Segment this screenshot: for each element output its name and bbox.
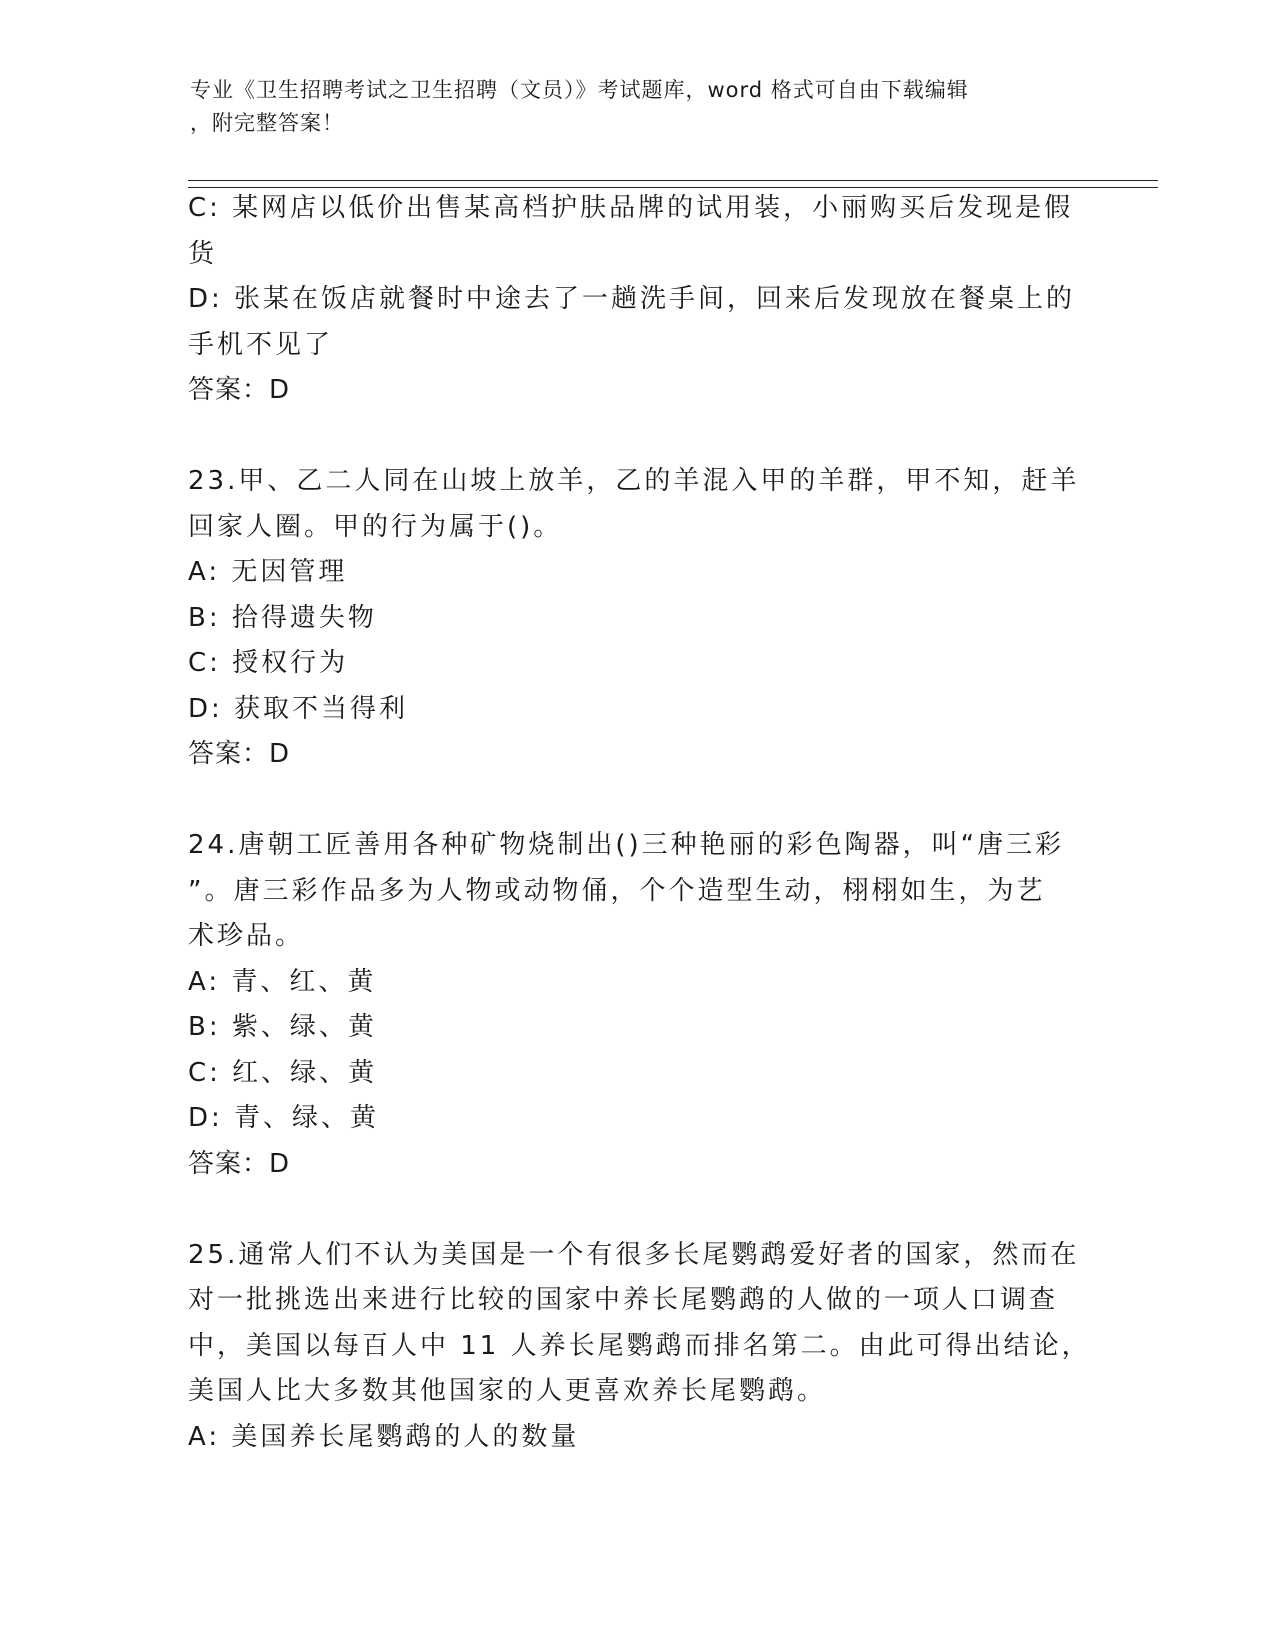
question-stem-line: 23.甲、乙二人同在山坡上放羊，乙的羊混入甲的羊群，甲不知，赶羊 <box>188 466 1080 496</box>
option-c-line-1: C: 某网店以低价出售某高档护肤品牌的试用装，小丽购买后发现是假 <box>188 193 1074 223</box>
header-line-1: 专业《卫生招聘考试之卫生招聘（文员）》考试题库，word 格式可自由下载编辑 <box>190 78 969 102</box>
question-stem-line: 中，美国以每百人中 11 人养长尾鹦鹉而排名第二。由此可得出结论， <box>188 1330 1091 1361</box>
answer-24: 答案：D <box>188 1148 291 1179</box>
option-c-line-2: 货 <box>188 238 218 269</box>
question-stem-line: 25.通常人们不认为美国是一个有很多长尾鹦鹉爱好者的国家，然而在 <box>188 1239 1080 1270</box>
answer-23: 答案：D <box>188 739 291 769</box>
spacer <box>188 414 1088 460</box>
option-a: A: 美国养长尾鹦鹉的人的数量 <box>188 1421 580 1452</box>
option-c: C: 红、绿、黄 <box>188 1057 378 1088</box>
question-stem-line: ”。唐三彩作品多为人物或动物俑，个个造型生动，栩栩如生，为艺 <box>188 875 1046 906</box>
option-a: A: 无因管理 <box>188 557 348 587</box>
question-stem-line: 术珍品。 <box>188 921 305 951</box>
spacer <box>188 778 1088 824</box>
question-stem-line: 24.唐朝工匠善用各种矿物烧制出()三种艳丽的彩色陶器，叫“唐三彩 <box>188 830 1065 860</box>
document-body <box>188 186 1091 1460</box>
option-b: B: 紫、绿、黄 <box>188 1012 377 1042</box>
question-stem-line: 对一批挑选出来进行比较的国家中养长尾鹦鹉的人做的一项人口调查 <box>188 1285 1059 1315</box>
question-23 <box>188 459 1088 778</box>
option-d-line-1: D: 张某在饭店就餐时中途去了一趟洗手间，回来后发现放在餐桌上的 <box>188 284 1076 314</box>
page-header <box>190 74 1070 140</box>
option-d: D: 青、绿、黄 <box>188 1103 380 1133</box>
question-22-tail <box>188 186 1088 414</box>
question-24 <box>188 823 1088 1187</box>
question-25 <box>188 1233 1091 1461</box>
answer-22: 答案：D <box>188 375 291 405</box>
question-stem-line: 美国人比大多数其他国家的人更喜欢养长尾鹦鹉。 <box>188 1376 827 1406</box>
option-d-line-2: 手机不见了 <box>188 329 334 360</box>
question-stem-line: 回家人圈。甲的行为属于()。 <box>188 511 563 542</box>
option-d: D: 获取不当得利 <box>188 693 409 724</box>
spacer <box>188 1187 1088 1233</box>
option-c: C: 授权行为 <box>188 648 349 678</box>
header-line-2: ，附完整答案！ <box>190 111 344 135</box>
option-b: B: 拾得遗失物 <box>188 602 377 633</box>
option-a: A: 青、红、黄 <box>188 966 377 997</box>
